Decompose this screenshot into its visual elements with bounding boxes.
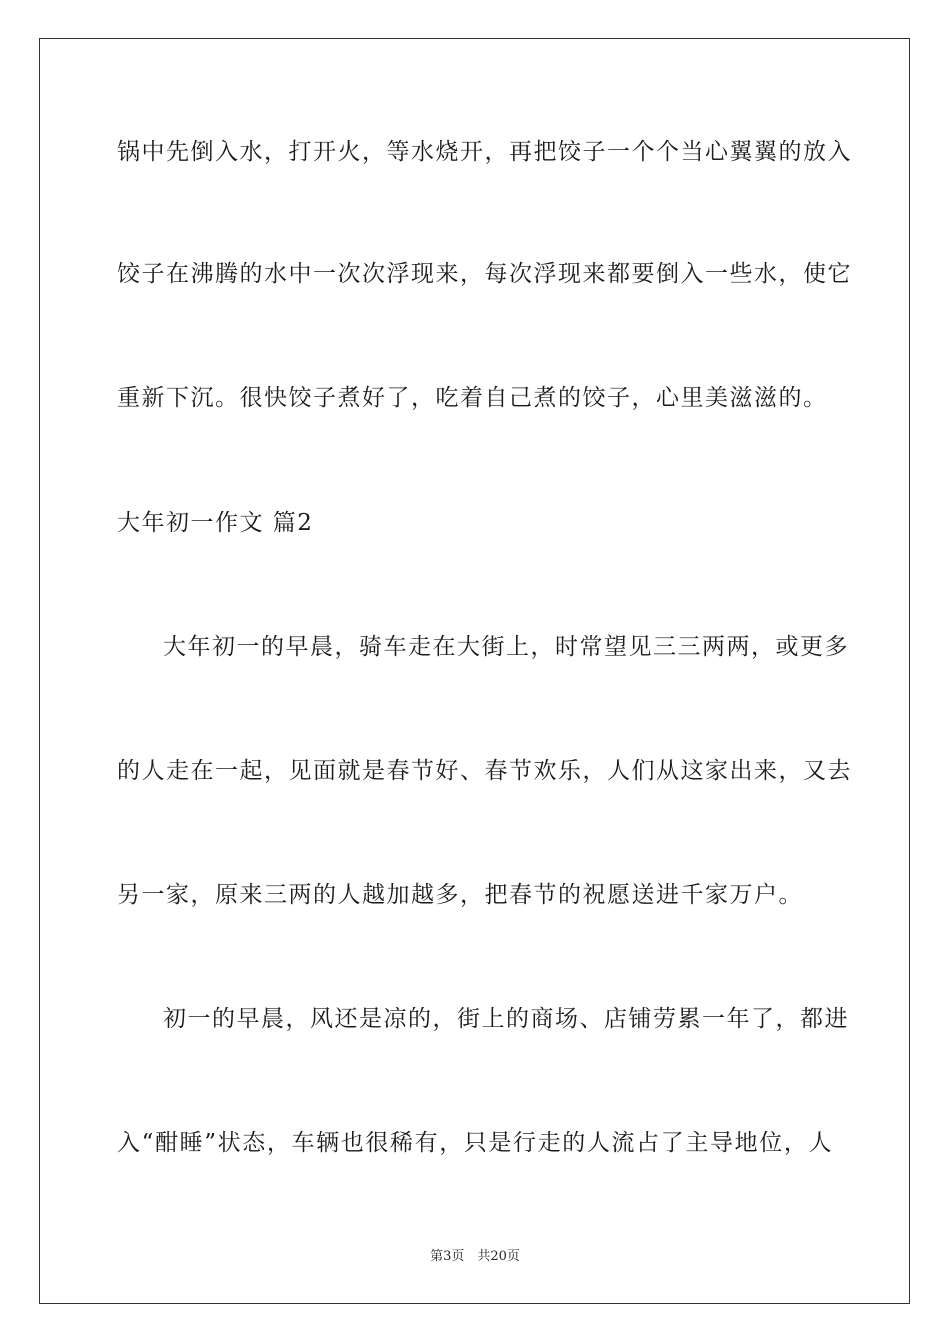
text-line: 入“酣睡”状态，车辆也很稀有，只是行走的人流占了主导地位，人 (117, 1130, 833, 1156)
text-line: 大年初一的早晨，骑车走在大街上，时常望见三三两两，或更多 (163, 634, 849, 660)
section-heading: 大年初一作文 篇2 (117, 510, 314, 536)
text-line: 的人走在一起，见面就是春节好、春节欢乐，人们从这家出来，又去 (117, 758, 852, 784)
page-border (39, 38, 910, 1304)
page-number-footer: 第3页 共20页 (430, 1249, 520, 1264)
text-line: 锅中先倒入水，打开火，等水烧开，再把饺子一个个当心翼翼的放入 (117, 139, 852, 165)
text-line: 初一的早晨，风还是凉的，街上的商场、店铺劳累一年了，都进 (163, 1006, 849, 1032)
text-line: 重新下沉。很快饺子煮好了，吃着自己煮的饺子，心里美滋滋的。 (117, 385, 828, 411)
text-line: 另一家，原来三两的人越加越多，把春节的祝愿送进千家万户。 (117, 882, 803, 908)
text-line: 饺子在沸腾的水中一次次浮现来，每次浮现来都要倒入一些水，使它 (117, 261, 852, 287)
